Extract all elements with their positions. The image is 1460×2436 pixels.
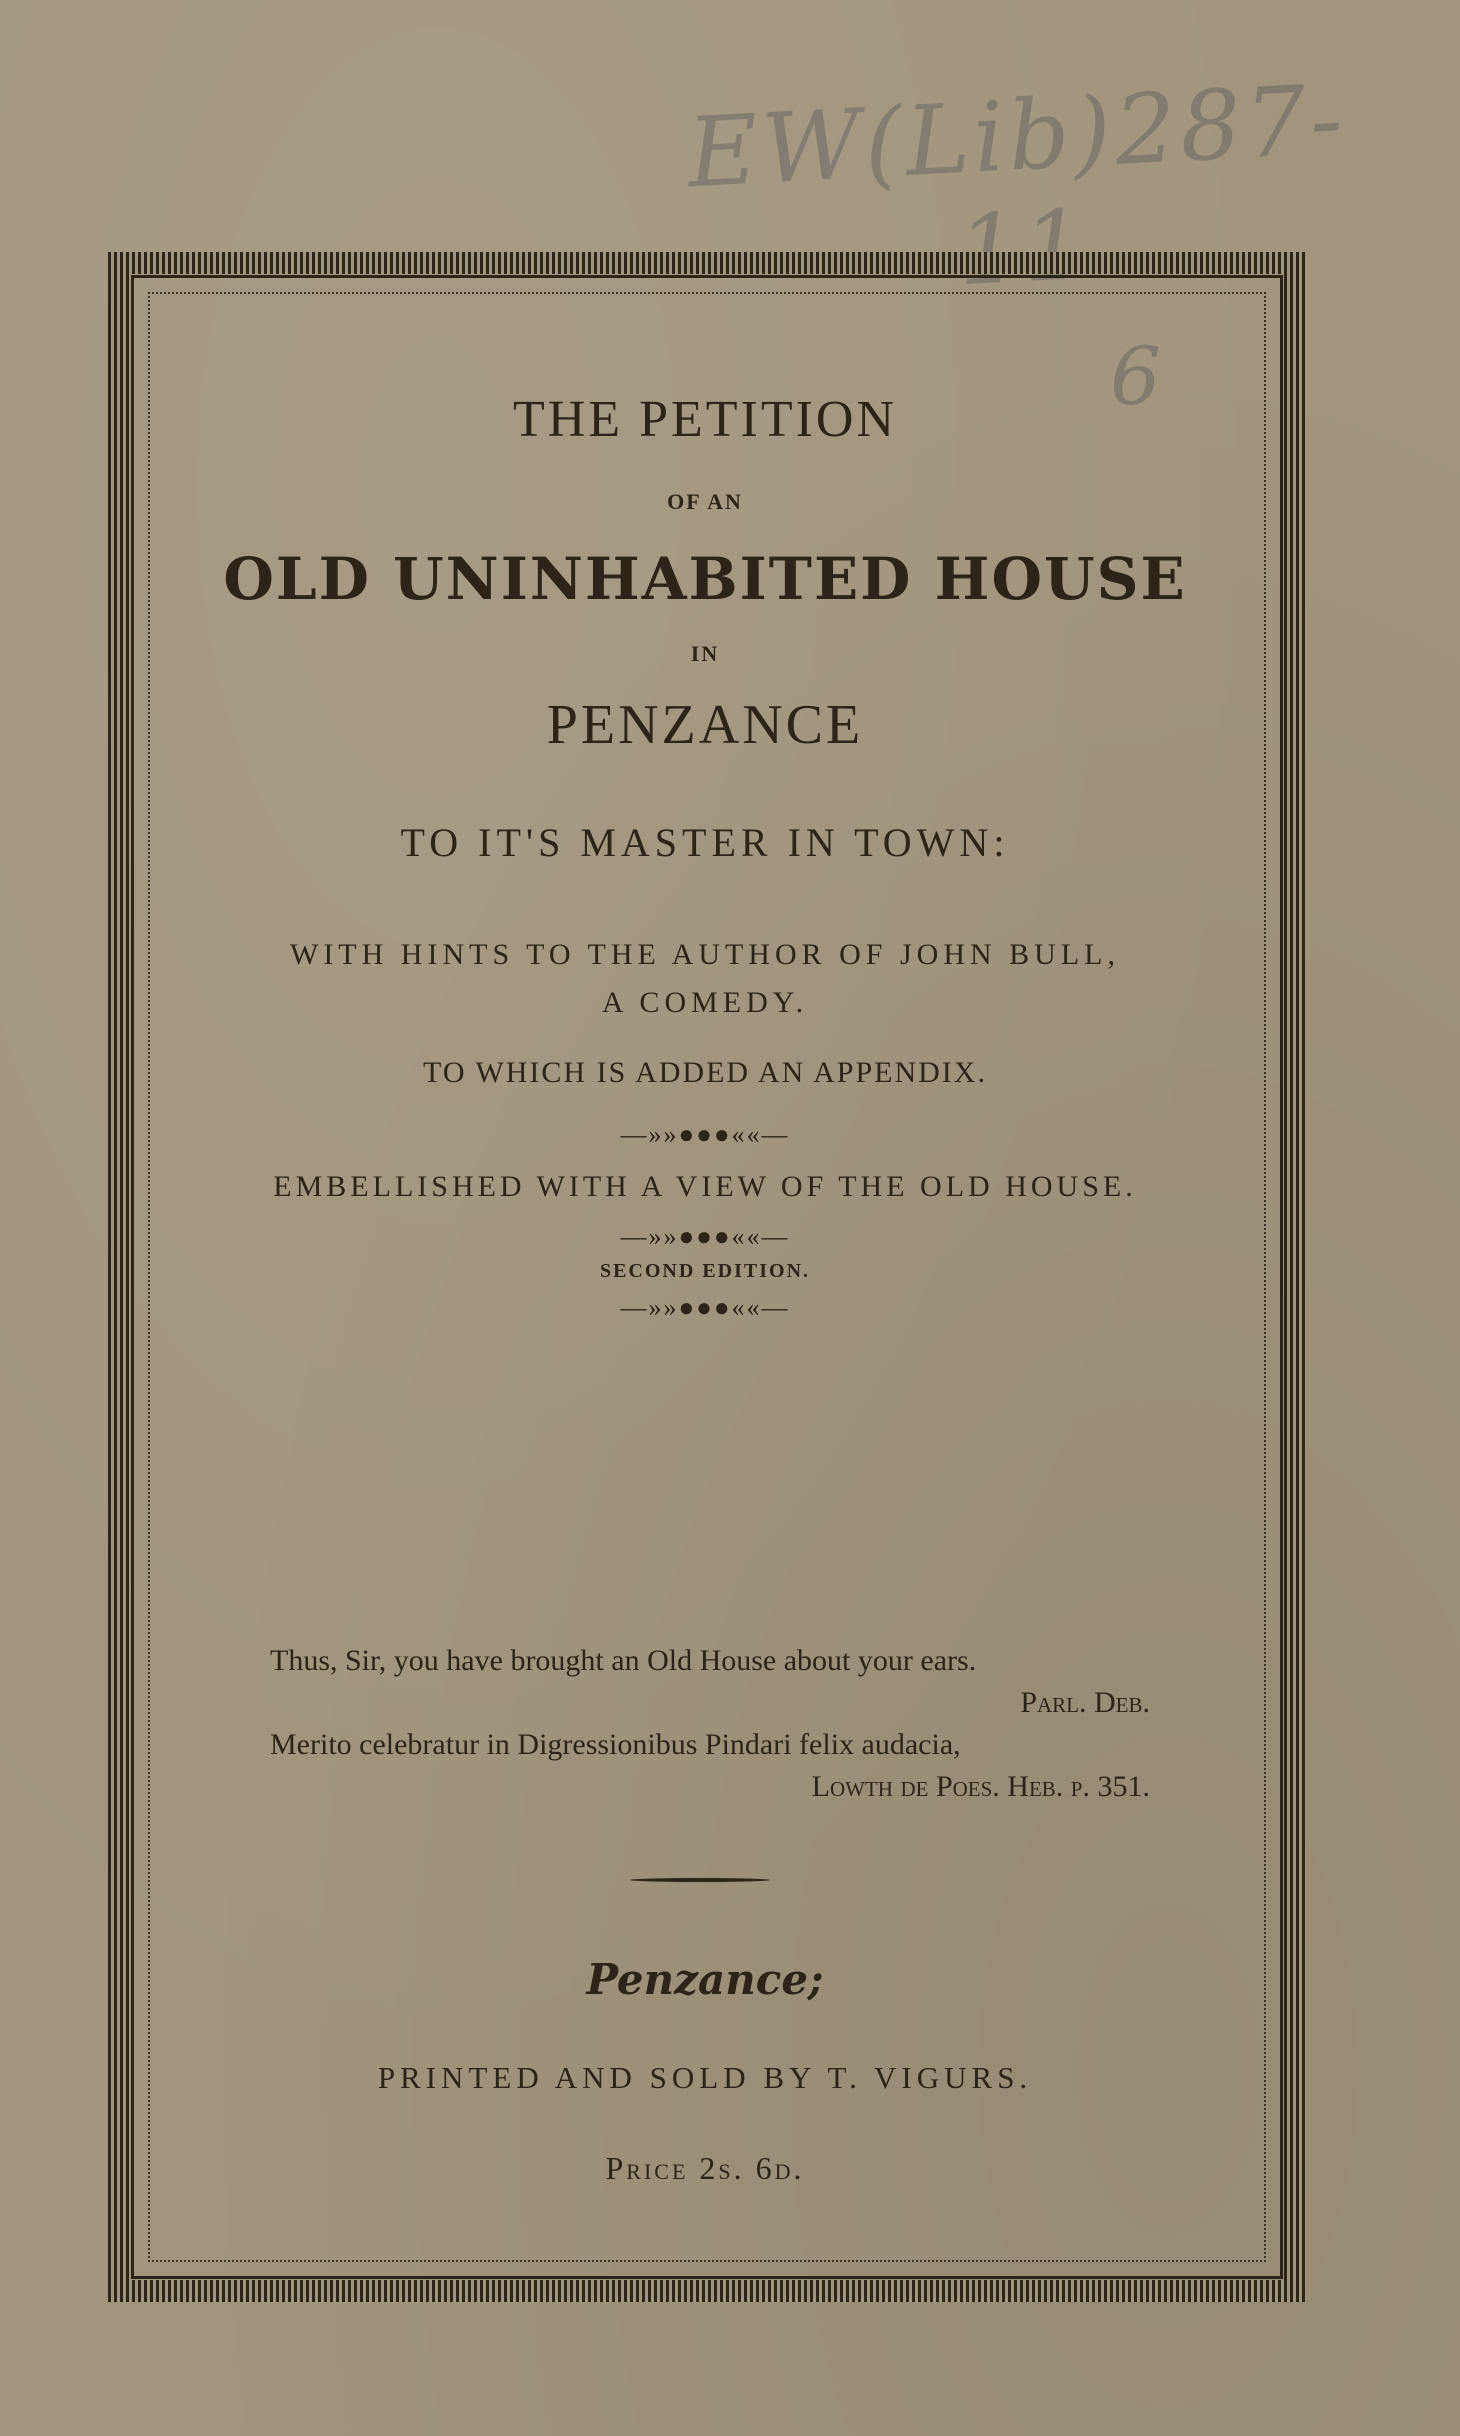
divider-rule [630, 1878, 770, 1882]
title-line-in: IN [690, 641, 720, 666]
epigraph-quote-2: Merito celebratur in Digressionibus Pindari felix audacia, [270, 1728, 961, 1761]
title-line-second-edition: SECOND EDITION. [599, 1260, 811, 1282]
title-line-of-an: OF AN [667, 489, 743, 514]
pencil-mark-six: 6 [1110, 330, 1161, 423]
title-line-to-master: TO IT'S MASTER IN TOWN: [400, 820, 1010, 865]
imprint-printer: PRINTED AND SOLD BY T. VIGURS. [377, 2060, 1033, 2095]
epigraph-block [270, 1640, 1150, 1808]
ornament-2: —»»●●●««— [620, 1222, 790, 1251]
title-line-old-house: OLD UNINHABITED HOUSE [223, 545, 1187, 613]
ornament-1: —»»●●●««— [620, 1120, 790, 1149]
title-line-embellished: EMBELLISHED WITH A VIEW OF THE OLD HOUSE. [273, 1170, 1137, 1203]
title-line-hints: WITH HINTS TO THE AUTHOR OF JOHN BULL, [290, 938, 1120, 971]
title-line-petition: THE PETITION [512, 391, 898, 448]
epigraph-source-2: Lowth de Poes. Heb. p. 351. [811, 1770, 1150, 1803]
epigraph-quote-1: Thus, Sir, you have brought an Old House about your ears. [270, 1644, 977, 1677]
title-line-appendix: TO WHICH IS ADDED AN APPENDIX. [423, 1056, 987, 1089]
epigraph-source-1: Parl. Deb. [1020, 1686, 1150, 1719]
pencil-shelfmark: EW(Lib)287-11 [684, 62, 1350, 308]
title-line-penzance: PENZANCE [546, 694, 864, 756]
ornament-3: —»»●●●««— [620, 1293, 790, 1322]
imprint-place: Penzance; [586, 1955, 824, 2004]
title-line-comedy: A COMEDY. [601, 986, 809, 1019]
title-block [150, 390, 1260, 1323]
imprint-price: Price 2s. 6d. [605, 2150, 805, 2186]
